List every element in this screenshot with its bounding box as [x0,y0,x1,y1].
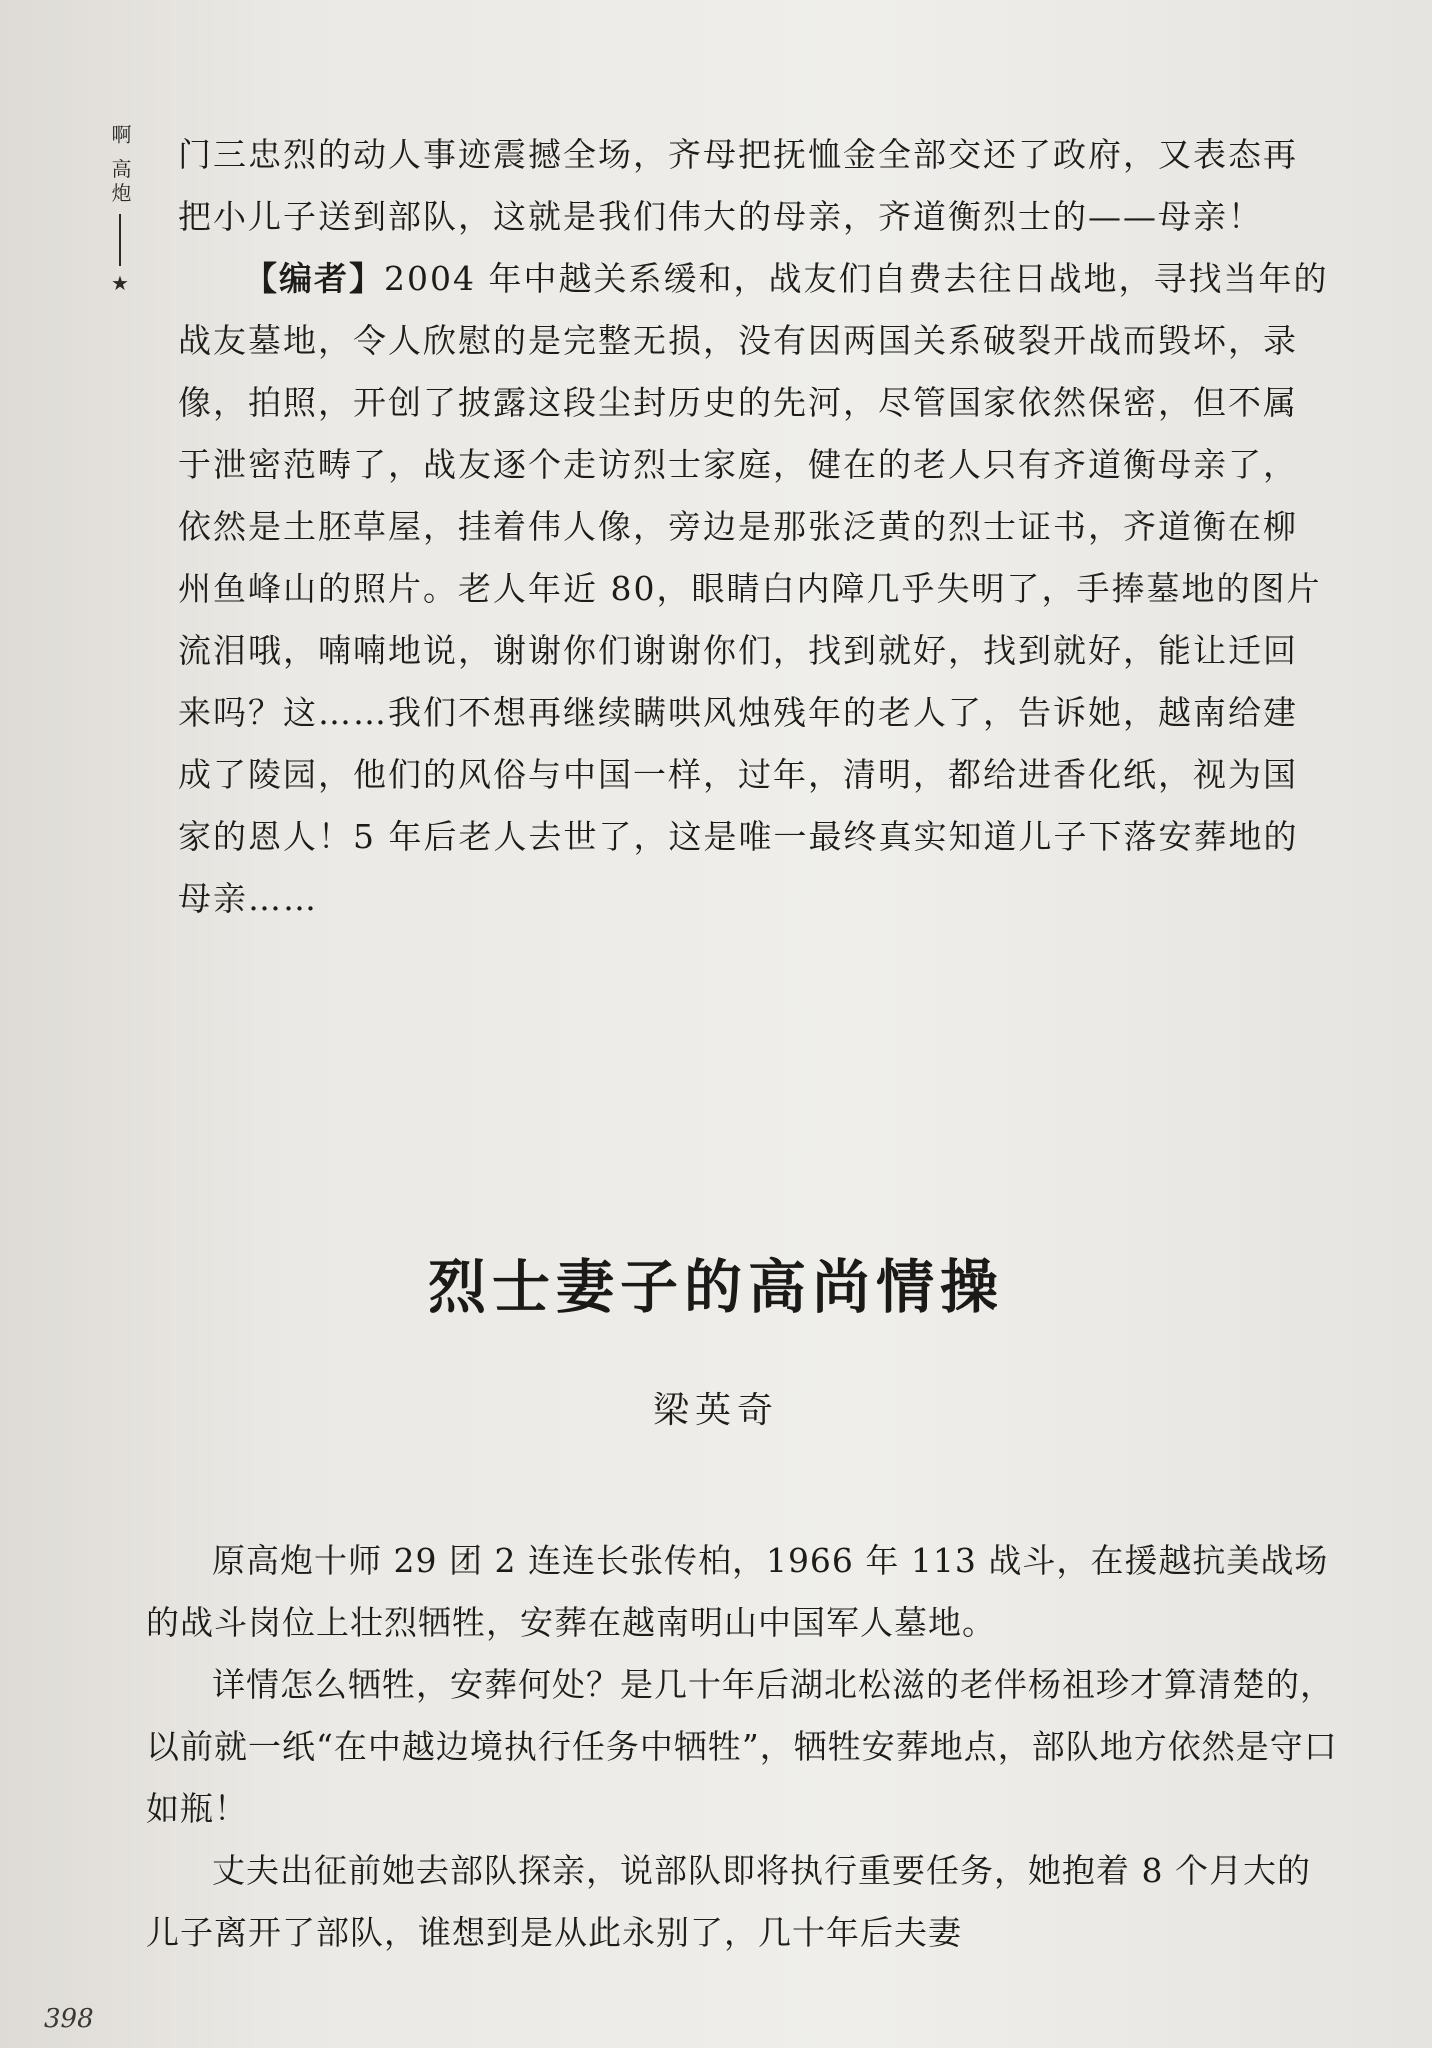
body-paragraph: 原高炮十师 29 团 2 连连长张传柏，1966 年 113 战斗，在援越抗美战场的战斗岗位上壮烈牺牲，安葬在越南明山中国军人墓地。 [146,1541,1329,1642]
editor-note-text: 2004 年中越关系缓和，战友们自费去往日战地，寻找当年的战友墓地，令人欣慰的是完整无损，没有因两国关系破裂开战而毁坏，录像，拍照，开创了披露这段尘封历史的先河，尽管国家依然保密，但不属于泄密范畴了，战友逐个走访烈士家庭，健在的老人只有齐道衡母亲了，依然是土胚草屋，挂着伟人像，旁边是那张泛黄的烈士证书，齐道衡在柳州鱼峰山的照片。老人年近 80，眼睛白内障几乎失明了，手捧墓地的图片流泪哦，喃喃地说，谢谢你们谢谢你们，找到就好，找到就好，能让迁回来吗？这……我们不想再继续瞒哄风烛残年的老人了，告诉她，越南给建成了陵园，他们的风俗与中国一样，过年，清明，都给进香化纸，视为国家的恩人！5 年后老人去世了，这是唯一最终真实知道儿子下落安葬地的母亲…… [178,259,1329,918]
article-title: 烈士妻子的高尚情操 [427,1253,1004,1321]
preceding-paragraph: 门三忠烈的动人事迹震撼全场，齐母把抚恤金全部交还了政府，又表态再把小儿子送到部队，这就是我们伟大的母亲，齐道衡烈士的——母亲！ [178,135,1298,236]
editor-note-section [178,124,1330,930]
running-header-rule [119,214,121,266]
editor-note-tag: 【编者】 [244,259,384,298]
body-paragraph: 丈夫出征前她去部队探亲，说部队即将执行重要任务，她抱着 8 个月大的儿子离开了部队，谁想到是从此永别了，几十年后夫妻 [146,1851,1311,1952]
article-author: 梁英奇 [652,1390,779,1431]
editor-note-paragraph [178,248,1330,930]
article-body [146,1530,1342,1964]
page-number: 398 [44,2004,94,2034]
running-header-text: 啊 高炮 [108,124,132,207]
body-paragraph: 详情怎么牺牲，安葬何处？是几十年后湖北松滋的老伴杨祖珍才算清楚的，以前就一纸“在中越边境执行任务中牺牲”，牺牲安葬地点，部队地方依然是守口如瓶！ [146,1665,1338,1828]
star-icon: ★ [111,271,129,296]
running-header [104,124,136,294]
